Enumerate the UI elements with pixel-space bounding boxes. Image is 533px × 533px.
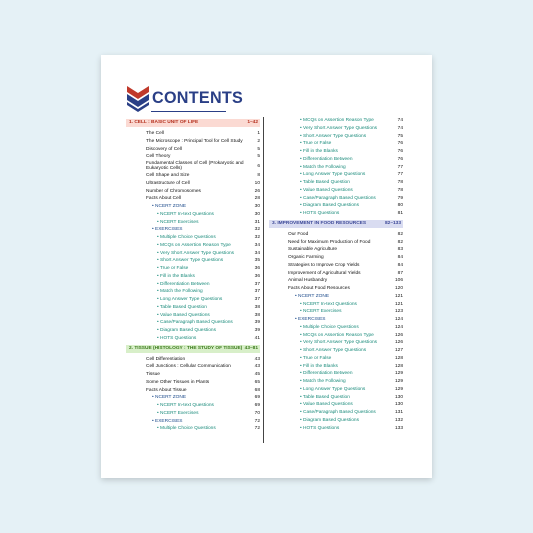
toc-entry [269, 270, 403, 278]
toc-page-number: 2 [257, 138, 260, 144]
toc-entry [269, 394, 403, 402]
toc-entry-title: Tissue [146, 372, 160, 377]
toc-entry [126, 180, 260, 188]
toc-entry [126, 242, 260, 250]
toc-entry-title: • Multiple Choice Questions [157, 235, 216, 240]
toc-page-number: 76 [397, 149, 403, 154]
toc-entry-title: • Diagram Based Questions [300, 203, 360, 209]
toc-page-number: 26 [254, 188, 260, 194]
toc-page-number: 34 [254, 242, 260, 248]
toc-page-number: 124 [394, 324, 403, 330]
toc-page-number: 5 [257, 154, 260, 160]
toc-entry [269, 301, 403, 309]
toc-page-number: 35 [254, 258, 260, 264]
toc-entry [126, 203, 260, 211]
toc-entry [269, 316, 403, 324]
toc-page-number: 79 [397, 195, 403, 201]
toc-entry-title: • Diagram Based Questions [300, 417, 360, 423]
toc-page-number: 43 [254, 364, 260, 370]
toc-page-number: 1 [257, 131, 260, 136]
toc-entry [126, 172, 260, 180]
toc-page-number: 126 [394, 332, 403, 338]
chevron-logo-icon [127, 86, 149, 112]
toc-page-number: 81 [397, 211, 403, 216]
toc-entry [126, 363, 260, 371]
toc-page-number: 32 [254, 227, 260, 233]
toc-entry-title: • NCERT In-text Questions [300, 301, 357, 307]
toc-page-number: 82 [397, 239, 403, 245]
toc-entry-title: Some Other Tissues in Plants [146, 379, 210, 385]
toc-entry-title: • Short Answer Type Questions [300, 348, 367, 353]
toc-entry [126, 234, 260, 242]
toc-entry [126, 161, 260, 172]
toc-page-number: 70 [254, 410, 260, 416]
toc-page-number: 43 [254, 356, 260, 362]
toc-page-number: 133 [394, 425, 403, 431]
toc-page-number: 30 [254, 204, 260, 209]
toc-entry [269, 262, 403, 270]
toc-entry [126, 356, 260, 364]
toc-entry-title: • Long Answer Type Questions [157, 297, 223, 302]
toc-entry [126, 265, 260, 273]
toc-entry-title: The Cell [146, 131, 164, 136]
toc-entry-title: • MCQs on Assertion Reason Type [300, 332, 374, 338]
toc-page-number: 121 [394, 301, 403, 307]
toc-entry-title: • NCERT In-text Questions [157, 403, 214, 408]
toc-entry [269, 363, 403, 371]
toc-entry [269, 401, 403, 409]
toc-entry [269, 347, 403, 355]
toc-entry-title: Need for Maximum Production of Food [288, 239, 371, 245]
toc-entry [269, 140, 403, 148]
toc-entry [269, 254, 403, 262]
toc-entry [269, 425, 403, 433]
toc-page-number: 65 [254, 379, 260, 385]
toc-entry-title: • EXERCISES [152, 418, 183, 424]
toc-page-number: 130 [394, 402, 403, 408]
toc-entry-title: The Microscope : Principal Tool for Cell Study [146, 138, 243, 144]
toc-page-number: 106 [394, 278, 403, 284]
toc-page-number: 32 [254, 235, 260, 240]
toc-entry-title: • EXERCISES [295, 317, 326, 322]
toc-entry [126, 418, 260, 426]
toc-entry-title: • NCERT ZONE [295, 293, 330, 299]
toc-entry-title: • NCERT ZONE [152, 204, 187, 209]
toc-page-number: 39 [254, 328, 260, 333]
toc-page-number: 5 [257, 146, 260, 152]
toc-entry-title: • Very Short Answer Type Questions [157, 250, 235, 256]
toc-page-number: 77 [397, 172, 403, 178]
toc-entry-title: Ultrastructure of Cell [146, 180, 190, 186]
toc-page-number: 127 [394, 348, 403, 353]
toc-page-number: 84 [397, 255, 403, 260]
toc-entry [126, 195, 260, 203]
toc-entry [269, 125, 403, 133]
toc-entry [269, 285, 403, 293]
toc-entry [126, 410, 260, 418]
toc-page-number: 80 [397, 203, 403, 209]
toc-entry-title: • Differentiation Between [300, 371, 353, 377]
toc-entry [269, 378, 403, 386]
toc-entry-title: Cell Junctions : Cellular Communication [146, 364, 231, 370]
toc-page-number: 30 [254, 211, 260, 217]
toc-page-number: 38 [254, 312, 260, 318]
toc-page-number: 77 [397, 164, 403, 170]
toc-page-number: 6 [257, 163, 260, 169]
toc-entry [126, 425, 260, 433]
toc-page-number: 131 [394, 410, 403, 415]
toc-entry [126, 138, 260, 146]
toc-page-number: 68 [254, 387, 260, 393]
toc-entry [269, 370, 403, 378]
toc-entry [269, 239, 403, 247]
toc-entry [269, 277, 403, 285]
toc-page-number: 45 [254, 372, 260, 377]
toc-entry [269, 171, 403, 179]
toc-entry [126, 288, 260, 296]
toc-entry-title: Facts About Cell [146, 196, 181, 202]
toc-entry-title: • Table Based Question [300, 180, 350, 185]
toc-page-number: 69 [254, 403, 260, 408]
toc-page-number: 128 [394, 355, 403, 361]
toc-entry-title: Improvement of Agricultural Yields [288, 270, 361, 276]
toc-entry-title: Cell Shape and Size [146, 173, 190, 178]
toc-page-number: 75 [397, 133, 403, 139]
toc-entry [269, 187, 403, 195]
toc-page-number: 78 [397, 187, 403, 193]
chapter-page-range: 43–81 [244, 345, 258, 351]
toc-entry-title: • NCERT ZONE [152, 395, 187, 401]
toc-page-number: 76 [397, 141, 403, 147]
toc-entry [126, 335, 260, 343]
toc-entry [126, 281, 260, 289]
toc-entry [269, 332, 403, 340]
toc-entry-title: • Value Based Questions [300, 187, 353, 193]
toc-entry [269, 179, 403, 187]
chapter-title: 1. CELL : BASIC UNIT OF LIFE [129, 120, 199, 125]
toc-entry-title: • Table Based Question [300, 394, 350, 400]
toc-entry-title: • Case/Paragraph Based Questions [157, 320, 233, 326]
toc-entry-title: Cell Differentiation [146, 356, 186, 362]
toc-entry [269, 355, 403, 363]
toc-entry-title: • Match the Following [300, 379, 346, 384]
toc-page-number: 10 [254, 180, 260, 186]
toc-entry-title: • Short Answer Type Questions [157, 258, 224, 264]
toc-entry [269, 210, 403, 218]
toc-entry-title: • Case/Paragraph Based Questions [300, 195, 376, 201]
toc-page-number: 78 [397, 180, 403, 185]
toc-entry-title: • NCERT In-text Questions [157, 211, 214, 217]
toc-page-number: 74 [397, 118, 403, 123]
toc-entry-title: • HOTS Questions [300, 211, 340, 216]
toc-entry-title: Our Food [288, 231, 309, 237]
chapter-heading [126, 119, 260, 127]
toc-page-number: 74 [397, 125, 403, 131]
toc-entry-title: Strategies to Improve Crop Yields [288, 262, 360, 268]
toc-page-number: 34 [254, 250, 260, 256]
toc-page-number: 84 [397, 262, 403, 268]
page-title: CONTENTS [152, 88, 244, 107]
toc-entry-title: • Match the Following [157, 289, 203, 295]
toc-entry [126, 146, 260, 154]
toc-page-number: 82 [397, 231, 403, 237]
toc-page-number: 38 [254, 304, 260, 310]
toc-page-number: 37 [254, 289, 260, 295]
toc-entry [126, 371, 260, 379]
toc-entry-title: • Fill in the Blanks [300, 149, 338, 154]
toc-entry [126, 153, 260, 161]
toc-page-number: 121 [394, 293, 403, 299]
toc-entry [269, 386, 403, 394]
toc-entry [269, 293, 403, 301]
toc-entry-title: • Fill in the Blanks [157, 273, 195, 279]
toc-page-number: 130 [394, 394, 403, 400]
toc-entry-title: • EXERCISES [152, 227, 183, 233]
toc-entry [269, 156, 403, 164]
chapter-heading [269, 220, 403, 228]
toc-entry [126, 402, 260, 410]
toc-entry [269, 202, 403, 210]
toc-page-number: 123 [394, 309, 403, 315]
toc-page-number: 128 [394, 363, 403, 369]
toc-entry [269, 195, 403, 203]
toc-page-number: 41 [254, 335, 260, 341]
toc-entry-title: • Multiple Choice Questions [300, 324, 359, 330]
toc-entry [126, 304, 260, 312]
toc-entry [269, 231, 403, 239]
toc-page-number: 129 [394, 371, 403, 377]
toc-entry-title: • Value Based Questions [157, 312, 210, 318]
toc-entry [126, 394, 260, 402]
toc-entry-title: Sustainable Agriculture [288, 247, 338, 253]
toc-entry [126, 327, 260, 335]
toc-page-number: 129 [394, 379, 403, 384]
toc-entry-title: Number of Chromosomes [146, 188, 201, 194]
toc-page-number: 31 [254, 219, 260, 225]
chapter-title: 2. TISSUE (HISTOLOGY : THE STUDY OF TISSUE) [129, 345, 243, 351]
title-underline [151, 111, 226, 112]
toc-entry-title: • MCQs on Assertion Reason Type [300, 118, 374, 123]
toc-entry-title: • HOTS Questions [300, 425, 340, 431]
toc-entry-title: • MCQs on Assertion Reason Type [157, 242, 231, 248]
toc-entry-title: • Long Answer Type Questions [300, 386, 366, 392]
chapter-title: 3. IMPROVEMENT IN FOOD RESOURCES [272, 220, 367, 226]
toc-page-number: 72 [254, 426, 260, 432]
toc-entry [126, 226, 260, 234]
toc-entry-title: • Long Answer Type Questions [300, 172, 366, 178]
toc-page-number: 37 [254, 297, 260, 302]
toc-entry-title: • Differentiation Between [300, 156, 353, 162]
toc-page-number: 69 [254, 395, 260, 401]
toc-entry [126, 273, 260, 281]
toc-page-number: 39 [254, 320, 260, 326]
toc-entry-title: • Fill in the Blanks [300, 363, 338, 369]
toc-page-number: 87 [397, 270, 403, 276]
toc-entry-title: Facts About Food Resources [288, 286, 350, 291]
contents-page [101, 55, 432, 478]
toc-page-number: 76 [397, 156, 403, 162]
toc-entry [126, 130, 260, 138]
toc-entry [126, 219, 260, 227]
toc-page-number: 28 [254, 196, 260, 202]
toc-entry [126, 211, 260, 219]
toc-entry [269, 339, 403, 347]
toc-entry-title: • True or False [300, 141, 332, 147]
toc-entry [269, 246, 403, 254]
toc-entry-title: Facts About Tissue [146, 387, 187, 393]
column-divider [263, 117, 264, 443]
toc-page-number: 37 [254, 281, 260, 287]
toc-entry [126, 188, 260, 196]
toc-entry [126, 387, 260, 395]
toc-left-column [126, 117, 260, 433]
toc-entry [269, 417, 403, 425]
chapter-page-range: 82–133 [384, 220, 401, 226]
toc-page-number: 36 [254, 266, 260, 271]
toc-page-number: 8 [257, 173, 260, 178]
toc-entry-title: • True or False [157, 266, 189, 271]
toc-entry [126, 257, 260, 265]
toc-entry-title: • Differentiation Between [157, 281, 210, 287]
toc-entry [269, 117, 403, 125]
toc-entry [269, 148, 403, 156]
toc-page-number: 124 [394, 317, 403, 322]
chapter-page-range: 1–42 [247, 120, 258, 125]
toc-entry-title: • Table Based Question [157, 304, 207, 310]
toc-entry [269, 133, 403, 141]
toc-entry-title: • NCERT Exercises [157, 410, 199, 416]
toc-entry-title: • Case/Paragraph Based Questions [300, 410, 376, 415]
toc-right-column [269, 117, 403, 432]
chapter-heading [126, 345, 260, 353]
toc-entry-title: Discovery of Cell [146, 146, 182, 152]
toc-page-number: 83 [397, 247, 403, 253]
toc-entry-title: • Match the Following [300, 164, 346, 170]
toc-entry [269, 324, 403, 332]
toc-page-number: 129 [394, 386, 403, 392]
toc-entry-title: • Short Answer Type Questions [300, 133, 367, 139]
toc-entry [269, 308, 403, 316]
toc-page-number: 120 [394, 286, 403, 291]
toc-entry-title: • HOTS Questions [157, 335, 197, 341]
toc-entry-title: Cell Theory [146, 154, 171, 160]
toc-entry-title: Organic Farming [288, 255, 324, 260]
toc-page-number: 126 [394, 340, 403, 346]
toc-entry-title: Animal Husbandry [288, 278, 328, 284]
toc-entry-title: • Multiple Choice Questions [157, 426, 216, 432]
toc-page-number: 132 [394, 417, 403, 423]
toc-entry-title: • True or False [300, 355, 332, 361]
toc-entry-title: • Value Based Questions [300, 402, 353, 408]
toc-entry-title: Fundamental Classes of Cell (Prokaryotic and Eukaryotic Cells) [146, 161, 244, 171]
toc-entry [126, 319, 260, 327]
toc-entry [269, 164, 403, 172]
toc-entry [126, 379, 260, 387]
toc-entry-title: • Very Short Answer Type Questions [300, 340, 378, 346]
toc-entry-title: • NCERT Exercises [300, 309, 342, 315]
toc-entry-title: • Diagram Based Questions [157, 328, 217, 333]
toc-entry [126, 250, 260, 258]
toc-page-number: 36 [254, 273, 260, 279]
toc-entry [126, 312, 260, 320]
toc-entry-title: • Very Short Answer Type Questions [300, 125, 378, 131]
toc-entry-title: • NCERT Exercises [157, 219, 199, 225]
toc-entry [269, 409, 403, 417]
toc-page-number: 72 [254, 418, 260, 424]
toc-entry [126, 296, 260, 304]
